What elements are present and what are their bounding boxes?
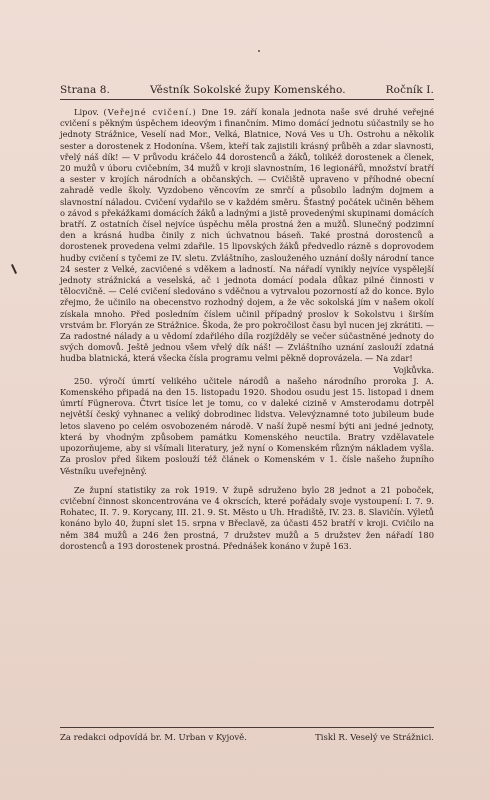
footer-rule bbox=[60, 727, 434, 728]
article-komensky: 250. výročí úmrtí velikého učitele národů a našeho národního proroka J. A. Komenského připadá na den 15. listopadu 1920. Shodou osudu jest 15. listopad i dnem úmrtí Fügnerova. Čtvrt tisíce let je tomu, co v daleké cizině v Amsterodamu dotrpěl největší český vyhnanec a veliký dobrodinec lidstva. Velevýznamné toto jubileum bude letos slaveno po celém osvobozeném národě. V naší župě nesmí býti ani jedné jednoty, která by vhodným způsobem památku Komenského neuctila. Bratry vzdělavatele upozorňujeme, aby si všímali literatury, jež nyní o Komenském různým nákladem vyšla. Za proslov před šikem poslouží též článek o Komenském v 1. čísle našeho župního Věstníku uveřejněný. bbox=[60, 375, 434, 476]
article-place: Lipov. bbox=[74, 107, 99, 117]
publication-title: Věstník Sokolské župy Komenského. bbox=[149, 84, 346, 96]
margin-mark bbox=[11, 264, 17, 274]
paper-speck bbox=[258, 50, 260, 52]
volume-number: Ročník I. bbox=[385, 84, 434, 96]
article-statistics: Ze župní statistiky za rok 1919. V župě sdruženo bylo 28 jednot a 21 poboček, cvičební činnost skoncentrována ve 4 okrscích, které pořádaly svoje vystoupení: I. 7. 9. Rohatec, II. 7. 9. Korycany, III. 21. 9. St. Město u Uh. Hradiště, IV. 23. 8. Slavičín. Výletů konáno bylo 40, župní slet 15. srpna v Břeclavě, za účasti 452 bratří v kroji. Cvičilo na něm 384 mužů a 246 žen prostná, 7 družstev mužů a 5 družstev žen nářadí 180 dorostenců a 193 dorostenek prostná. Přednášek konáno v župě 163. bbox=[60, 484, 434, 551]
article-text: Dne 19. září konala jednota naše své druhé veřejné cvičení s pěkným úspěchem ideovým i finančním. Mimo domácí jednotu súčastnily se ho jednoty Strážnice, Veselí nad Mor., Velká, Blatnice, Nová Ves u Uh. Ostrohu a několik sester a dorostenek z Hodonína. Všem, kteří tak zajistili krásný průběh a zdar slavnosti, vřelý náš dík! — V průvodu kráčelo 44 dorostenců a žáků, tolikéž dorostenek a členek, 20 mužů v úboru cvičebním, 34 mužů v kroji slavnostním, 16 legionářů, množství bratří a sester v krojích národních a občanských. — Cvičiště upraveno v příhodné obecní zahradě vedle školy. Vyzdobeno věncovím ze smrčí a působilo ladným dojmem a slavnostní náladou. Cvičení vydařilo se v každém směru. Šťastný počátek učiněn během o závod s překážkami domácích žáků a ladnými a jistě provedenými skupinami domácích bratří. Z ostatních čísel nejvíce úspěchu měla prostná žen a mužů. Slunečný podzimní den a krásná hudba činily z nich úchvatnou báseň. Také prostná dorostenců a dorostenek provedena velmi zdařile. 15 lipovských žáků předvedlo rázně s doprovodem hudby cvičení s tyčemi ze IV. sletu. Zvláštního, zaslouženého uznání došly národní tance 24 sester z Velké, zacvičené s vděkem a ladností. Na nářadí vynikly nejvíce vyspělejší jednoty strážnická a veselská, ač i jednota domácí podala důkaz pilné činnosti v tělocvičně. — Celé cvičení sledováno s vděčnou a vytrvalou pozorností až do konce. Bylo zřejmo, že učinilo na obecenstvo rozhodný dojem, a že věc sokolská jím v našem okolí získala mnoho. Před posledním číslem učinil případný proslov k Sokolstvu i širším vrstvám br. Floryán ze Strážnice. Škoda, že pro pokročilost času byl nucen jej zkrátiti. — Za radostné nálady a u vědomí zdařilého díla rozjížděly se večer súčastněné jednoty do svých domovů. Ještě jednou všem vřelý dík náš! — Zvláštního uznání zaslouží zdatná hudba blatnická, která všecka čísla programu velmi pěkně doprovázela. — Na zdar! bbox=[60, 107, 435, 364]
article-heading: (Veřejné cvičení.) bbox=[103, 107, 197, 117]
article-signature: Vojkůvka. bbox=[393, 364, 434, 375]
page-number: Strana 8. bbox=[60, 84, 110, 96]
article-body bbox=[60, 107, 434, 562]
printer-credit: Tiskl R. Veselý ve Strážnici. bbox=[315, 733, 434, 743]
header-rule bbox=[60, 99, 434, 100]
editor-credit: Za redakci odpovídá br. M. Urban v Kyjově. bbox=[60, 733, 247, 743]
page-footer bbox=[60, 733, 434, 743]
article-lipov bbox=[60, 107, 435, 375]
page-header bbox=[60, 84, 434, 96]
